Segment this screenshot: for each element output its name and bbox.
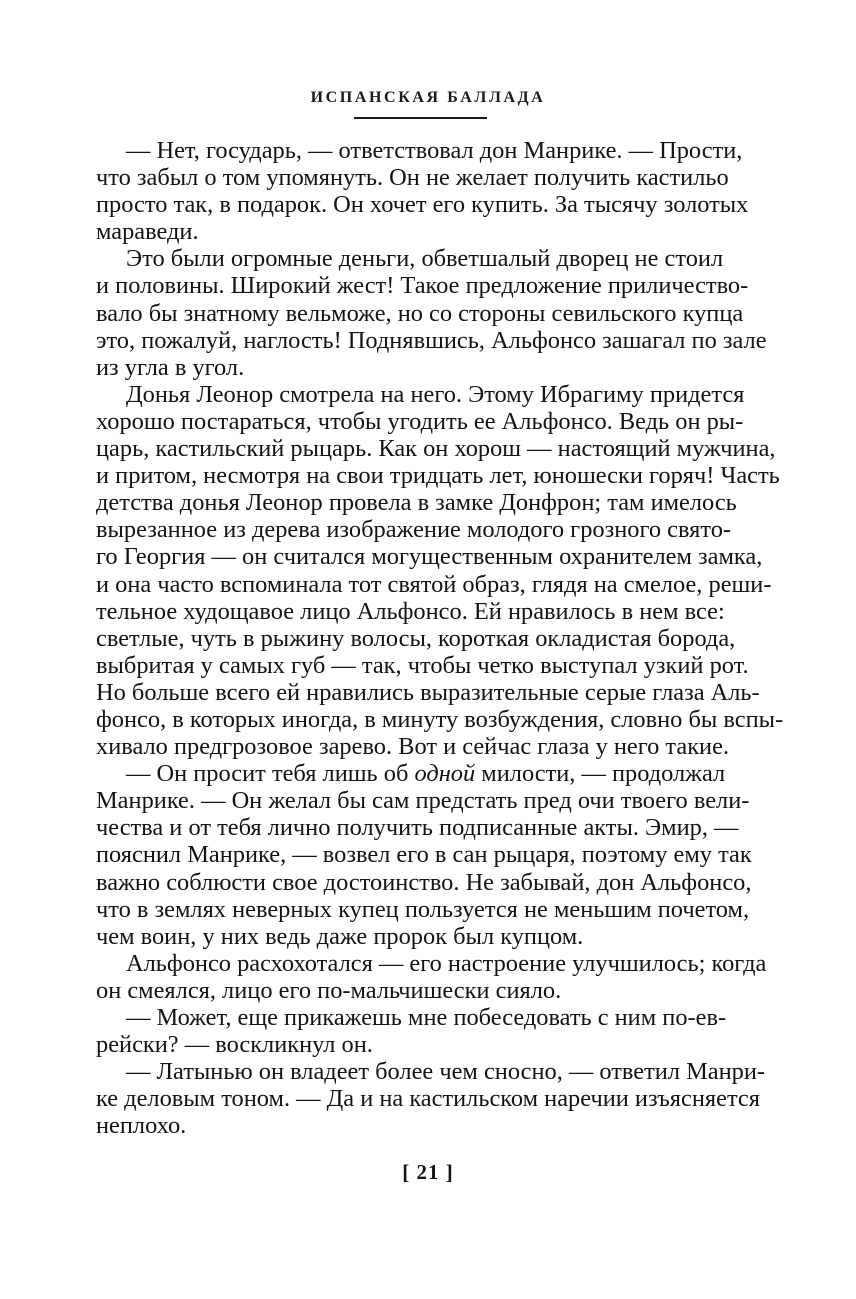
text-line: хорошо постараться, чтобы угодить ее Альфонсо. Ведь он ры- — [96, 407, 744, 435]
text-line: что забыл о том упомянуть. Он не желает получить кастильо — [96, 164, 729, 192]
text-line: чества и от тебя лично получить подписанные акты. Эмир, — — [96, 814, 739, 842]
text-line: пояснил Манрике, — возвел его в сан рыцаря, поэтому ему так — [96, 841, 752, 869]
text-line: Донья Леонор смотрела на него. Этому Ибрагиму придется — [126, 380, 745, 408]
text-line: царь, кастильский рыцарь. Как он хорош — настоящий мужчина, — [96, 435, 776, 463]
text-line: — Нет, государь, — ответствовал дон Манрике. — Прости, — [126, 137, 743, 164]
text-line: Это были огромные деньги, обветшалый дворец не стоил — [126, 245, 724, 273]
text-line: хивало предгрозовое зарево. Вот и сейчас глаза у него такие. — [96, 733, 730, 761]
text-line: тельное худощавое лицо Альфонсо. Ей нравилось в нем все: — [96, 597, 725, 625]
text-line: — Может, еще прикажешь мне побеседовать с ним по-ев- — [126, 1004, 727, 1031]
text-line: из угла в угол. — [96, 353, 245, 381]
header-rule — [354, 117, 487, 119]
text-line: — Латынью он владеет более чем сносно, — ответил Манри- — [126, 1058, 766, 1086]
text-line: детства донья Леонор провела в замке Донфрон; там имелось — [96, 489, 737, 517]
text-line: светлые, чуть в рыжину волосы, короткая окладистая борода, — [96, 624, 736, 652]
text-line: и половины. Широкий жест! Такое предложение приличество- — [96, 272, 749, 300]
text-line: он смеялся, лицо его по-мальчишески сияло. — [96, 976, 562, 1004]
text-line: фонсо, в которых иногда, в минуту возбуждения, словно бы вспы- — [96, 705, 784, 733]
text-line: го Георгия — он считался могущественным охранителем замка, — [96, 543, 763, 571]
text-line: просто так, в подарок. Он хочет его купить. За тысячу золотых — [96, 191, 749, 219]
text-line: чем воин, у них ведь даже пророк был купцом. — [96, 922, 584, 950]
text-line: вырезанное из дерева изображение молодого грозного свято- — [96, 516, 732, 544]
text-line: Манрике. — Он желал бы сам предстать пред очи твоего вели- — [96, 787, 750, 815]
text-line: Альфонсо расхохотался — его настроение улучшилось; когда — [126, 949, 767, 977]
text-line-mixed — [96, 760, 726, 788]
text-line: и она часто вспоминала тот святой образ, глядя на смелое, реши- — [96, 570, 772, 598]
text-line: выбритая у самых губ — так, чтобы четко выступал узкий рот. — [96, 651, 749, 679]
italic-emphasis: одной — [414, 760, 476, 788]
running-title: ИСПАНСКАЯ БАЛЛАДА — [310, 89, 546, 106]
text-segment: милости, — продолжал — [475, 760, 726, 788]
text-line: рейски? — воскликнул он. — [96, 1031, 373, 1059]
text-line: неплохо. — [96, 1112, 187, 1140]
body-text — [96, 137, 784, 1140]
page-number: [ 21 ] — [402, 1160, 454, 1184]
text-segment: — Он просит тебя лишь об — [126, 760, 415, 788]
text-line: и притом, несмотря на свои тридцать лет, юношески горяч! Часть — [96, 462, 780, 490]
text-line: что в землях неверных купец пользуется не меньшим почетом, — [96, 895, 750, 923]
text-line: это, пожалуй, наглость! Поднявшись, Альфонсо зашагал по зале — [96, 326, 767, 354]
text-line: важно соблюсти свое достоинство. Не забывай, дон Альфонсо, — [96, 868, 752, 896]
text-line: Но больше всего ей нравились выразительные серые глаза Аль- — [96, 678, 760, 706]
text-line: мараведи. — [96, 218, 199, 246]
text-line: ке деловым тоном. — Да и на кастильском наречии изъясняется — [96, 1085, 760, 1113]
text-line: вало бы знатному вельможе, но со стороны севильского купца — [96, 299, 744, 327]
